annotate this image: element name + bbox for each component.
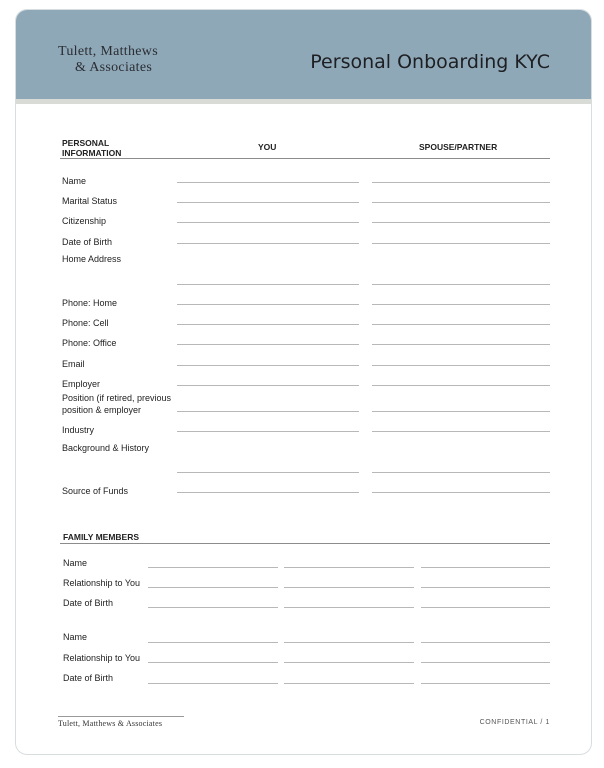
label-citizenship: Citizenship bbox=[62, 216, 107, 226]
kyc-form-page bbox=[15, 9, 592, 755]
document-title: Personal Onboarding KYC bbox=[310, 51, 550, 73]
logo-line-2: & Associates bbox=[75, 60, 153, 75]
field-spouse-home-address[interactable] bbox=[372, 284, 550, 285]
label-family-name-1: Name bbox=[63, 558, 88, 568]
field-you-employer[interactable] bbox=[177, 385, 359, 386]
field-spouse-employer[interactable] bbox=[372, 385, 550, 386]
field-you-source-of-funds[interactable] bbox=[177, 492, 359, 493]
field-family-name-1-col2[interactable] bbox=[284, 567, 414, 568]
footer-logo: Tulett, Matthews & Associates bbox=[58, 719, 163, 728]
field-family-relationship-2-col3[interactable] bbox=[421, 662, 550, 663]
label-family-name-2: Name bbox=[63, 632, 88, 642]
field-family-name-2-col2[interactable] bbox=[284, 642, 414, 643]
header-divider bbox=[16, 99, 591, 104]
field-you-home-address[interactable] bbox=[177, 284, 359, 285]
label-position: Position (if retired, previous bbox=[62, 393, 172, 403]
field-family-relationship-1-col1[interactable] bbox=[148, 587, 278, 588]
label-name: Name bbox=[62, 176, 87, 186]
field-spouse-phone-office[interactable] bbox=[372, 344, 550, 345]
field-you-citizenship[interactable] bbox=[177, 222, 359, 223]
field-family-relationship-2-col2[interactable] bbox=[284, 662, 414, 663]
label-home-address: Home Address bbox=[62, 254, 122, 264]
field-spouse-citizenship[interactable] bbox=[372, 222, 550, 223]
column-you-heading: YOU bbox=[258, 142, 277, 152]
personal-heading-rule bbox=[60, 158, 550, 159]
label-family-relationship-1: Relationship to You bbox=[63, 578, 141, 588]
footer-logo-rule bbox=[58, 716, 184, 717]
field-family-name-1-col1[interactable] bbox=[148, 567, 278, 568]
field-spouse-background[interactable] bbox=[372, 472, 550, 473]
company-logo bbox=[58, 44, 158, 76]
field-you-name[interactable] bbox=[177, 182, 359, 183]
field-family-relationship-1-col2[interactable] bbox=[284, 587, 414, 588]
field-family-relationship-1-col3[interactable] bbox=[421, 587, 550, 588]
field-family-relationship-2-col1[interactable] bbox=[148, 662, 278, 663]
field-you-position[interactable] bbox=[177, 411, 359, 412]
field-spouse-marital-status[interactable] bbox=[372, 202, 550, 203]
field-spouse-phone-home[interactable] bbox=[372, 304, 550, 305]
label-email: Email bbox=[62, 359, 85, 369]
label-source-of-funds: Source of Funds bbox=[62, 486, 129, 496]
field-spouse-position[interactable] bbox=[372, 411, 550, 412]
label-industry: Industry bbox=[62, 425, 95, 435]
field-you-email[interactable] bbox=[177, 365, 359, 366]
label-family-dob-2: Date of Birth bbox=[63, 673, 114, 683]
field-family-dob-2-col2[interactable] bbox=[284, 683, 414, 684]
field-family-name-1-col3[interactable] bbox=[421, 567, 550, 568]
field-spouse-email[interactable] bbox=[372, 365, 550, 366]
label-family-dob-1: Date of Birth bbox=[63, 598, 114, 608]
field-you-phone-cell[interactable] bbox=[177, 324, 359, 325]
field-spouse-source-of-funds[interactable] bbox=[372, 492, 550, 493]
label-date-of-birth: Date of Birth bbox=[62, 237, 113, 247]
field-you-phone-office[interactable] bbox=[177, 344, 359, 345]
field-you-marital-status[interactable] bbox=[177, 202, 359, 203]
personal-heading-line-2: INFORMATION bbox=[62, 148, 122, 158]
personal-info-heading bbox=[62, 138, 121, 158]
field-family-dob-2-col3[interactable] bbox=[421, 683, 550, 684]
label-marital-status: Marital Status bbox=[62, 196, 118, 206]
field-spouse-industry[interactable] bbox=[372, 431, 550, 432]
field-family-dob-1-col1[interactable] bbox=[148, 607, 278, 608]
logo-line-1: Tulett, Matthews bbox=[58, 44, 158, 59]
label-background-history: Background & History bbox=[62, 443, 150, 453]
footer-page-label: CONFIDENTIAL / 1 bbox=[479, 719, 550, 726]
family-members-heading: FAMILY MEMBERS bbox=[63, 532, 140, 542]
label-phone-home: Phone: Home bbox=[62, 298, 118, 308]
label-phone-office: Phone: Office bbox=[62, 338, 117, 348]
field-you-industry[interactable] bbox=[177, 431, 359, 432]
personal-heading-line-1: PERSONAL bbox=[62, 138, 110, 148]
field-spouse-date-of-birth[interactable] bbox=[372, 243, 550, 244]
field-you-phone-home[interactable] bbox=[177, 304, 359, 305]
field-spouse-name[interactable] bbox=[372, 182, 550, 183]
field-spouse-phone-cell[interactable] bbox=[372, 324, 550, 325]
field-family-name-2-col1[interactable] bbox=[148, 642, 278, 643]
label-position-cont: position & employer bbox=[62, 405, 142, 415]
field-family-dob-1-col2[interactable] bbox=[284, 607, 414, 608]
family-heading-rule bbox=[60, 543, 550, 544]
label-family-relationship-2: Relationship to You bbox=[63, 653, 141, 663]
field-family-dob-2-col1[interactable] bbox=[148, 683, 278, 684]
field-family-name-2-col3[interactable] bbox=[421, 642, 550, 643]
label-employer: Employer bbox=[62, 379, 101, 389]
field-family-dob-1-col3[interactable] bbox=[421, 607, 550, 608]
field-you-date-of-birth[interactable] bbox=[177, 243, 359, 244]
column-spouse-heading: SPOUSE/PARTNER bbox=[419, 142, 498, 152]
field-you-background[interactable] bbox=[177, 472, 359, 473]
label-phone-cell: Phone: Cell bbox=[62, 318, 109, 328]
